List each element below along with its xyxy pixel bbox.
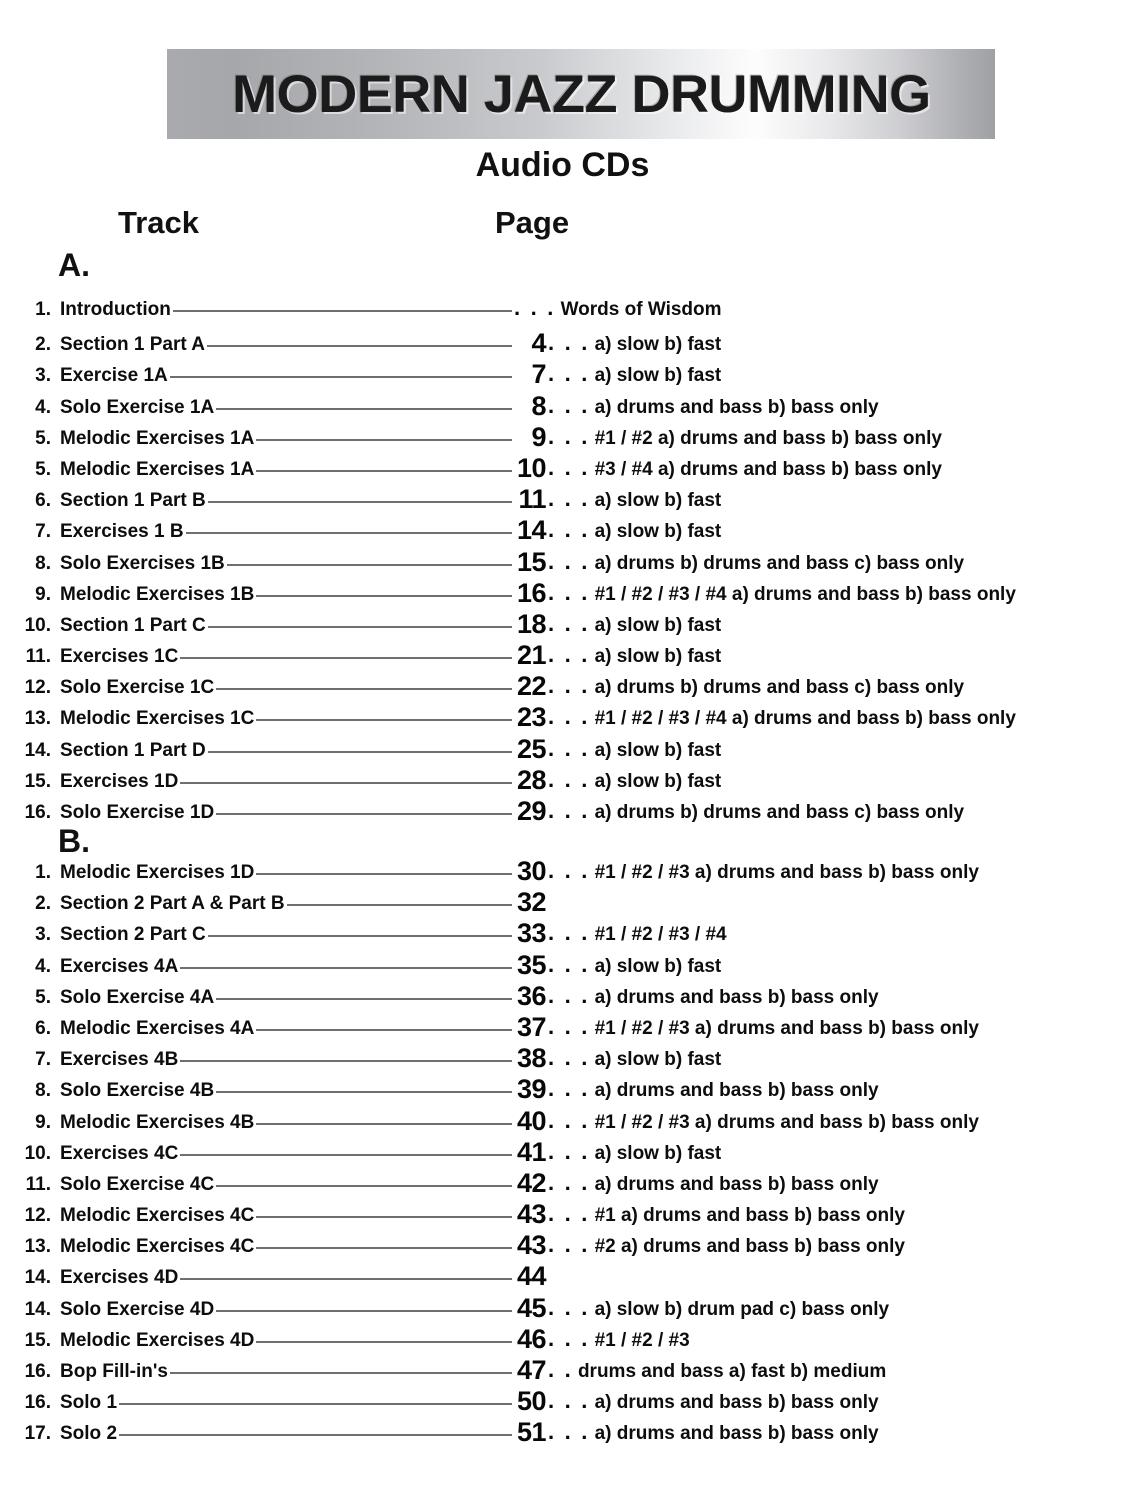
track-number: 4. [35, 955, 51, 977]
leader-rule [256, 1247, 512, 1249]
track-description: #1 / #2 / #3 a) drums and bass b) bass only [594, 862, 979, 883]
dot-leader: . . . [548, 1169, 590, 1195]
track-description: a) slow b) fast [594, 521, 722, 543]
dot-leader: . . . [548, 982, 590, 1008]
track-tail [512, 577, 1125, 608]
track-title: Melodic Exercises 4C [60, 1205, 255, 1227]
section-letter-b: B. [58, 823, 90, 859]
track-tail [512, 949, 1125, 980]
track-number: 10. [24, 614, 51, 636]
track-number: 3. [35, 924, 51, 946]
track-description: #1 / #2 / #3 / #4 a) drums and bass b) bass only [594, 708, 1016, 730]
track-tail [512, 1385, 1125, 1416]
page-number: 43 [516, 1230, 546, 1261]
track-number: 16. [24, 802, 51, 823]
track-description: a) slow b) fast [594, 365, 722, 387]
track-tail [512, 1136, 1125, 1167]
dot-leader: . . [548, 1357, 573, 1382]
leader-rule [216, 1310, 512, 1312]
dot-leader: . . . [548, 517, 590, 543]
page-number: 47 [516, 1355, 546, 1385]
dot-leader: . . . [548, 454, 590, 480]
leader-rule [216, 1091, 512, 1093]
track-description: a) slow b) fast [594, 739, 722, 761]
track-row [0, 514, 1125, 545]
track-row [0, 421, 1125, 452]
track-title: Introduction [60, 299, 171, 320]
column-header-track: Track [118, 205, 200, 240]
track-title: Solo Exercise 4D [60, 1298, 215, 1320]
leader-rule [256, 1029, 512, 1031]
track-number: 10. [24, 1142, 51, 1164]
track-title: Solo 2 [60, 1423, 118, 1445]
page-number: 35 [516, 949, 546, 980]
leader-rule [207, 345, 512, 347]
leader-rule [180, 1060, 512, 1062]
leader-rule [173, 310, 512, 312]
track-list-a [0, 296, 1125, 826]
page-number: 36 [516, 980, 546, 1011]
track-row [0, 917, 1125, 948]
dot-leader: . . . [548, 1107, 590, 1133]
track-number: 14. [24, 1298, 51, 1320]
track-tail [512, 917, 1125, 948]
leader-rule [216, 998, 512, 1000]
dot-leader: . . . [548, 330, 590, 356]
dot-leader: . . . [548, 642, 590, 668]
track-tail [512, 855, 1125, 886]
leader-rule [256, 1216, 512, 1218]
track-description: a) slow b) fast [594, 770, 722, 792]
track-tail [512, 1354, 1125, 1385]
page-number: 45 [516, 1292, 546, 1323]
track-number: 9. [35, 583, 51, 605]
leader-rule [208, 935, 512, 937]
track-row [0, 577, 1125, 608]
track-tail [512, 670, 1125, 701]
leader-rule [256, 439, 512, 441]
track-tail [512, 1323, 1125, 1354]
track-title: Solo 1 [60, 1392, 118, 1414]
track-title: Melodic Exercises 1C [60, 708, 255, 730]
track-tail [512, 764, 1125, 795]
page-number: 25 [516, 733, 546, 764]
page-number: 38 [516, 1043, 546, 1074]
track-number: 3. [35, 365, 51, 387]
leader-rule [170, 376, 512, 378]
track-title: Solo Exercise 4A [60, 986, 215, 1008]
track-number: 15. [24, 1329, 51, 1351]
track-row [0, 1260, 1125, 1291]
page-number: 30 [516, 856, 546, 886]
track-title: Exercise 1A [60, 365, 168, 387]
page-number: 7 [531, 359, 546, 390]
track-title: Solo Exercises 1B [60, 552, 225, 574]
track-description: a) drums b) drums and bass c) bass only [594, 802, 965, 823]
track-row [0, 639, 1125, 670]
dot-leader: . . . [548, 735, 590, 761]
track-tail [512, 390, 1125, 421]
track-row [0, 855, 1125, 886]
track-tail [512, 733, 1125, 764]
track-title: Section 1 Part A [60, 334, 206, 356]
track-number: 5. [35, 427, 51, 449]
track-title: Exercises 1C [60, 646, 179, 668]
track-tail [512, 1292, 1125, 1323]
track-row [0, 296, 1125, 327]
track-description: a) slow b) fast [594, 646, 722, 668]
track-tail [512, 452, 1125, 483]
leader-rule [216, 688, 512, 690]
track-row [0, 452, 1125, 483]
dot-leader: . . . [548, 920, 590, 946]
leader-rule [180, 967, 512, 969]
dot-leader: . . . [548, 579, 590, 605]
track-description: #1 / #2 / #3 a) drums and bass b) bass only [594, 1111, 979, 1133]
track-row [0, 1292, 1125, 1323]
page-number: 23 [516, 702, 546, 733]
track-description: a) slow b) fast [594, 955, 722, 977]
dot-leader: . . . [548, 766, 590, 792]
track-title: Melodic Exercises 1B [60, 583, 255, 605]
track-number: 6. [35, 490, 51, 512]
track-title: Section 1 Part C [60, 614, 206, 636]
dot-leader: . . . [548, 1232, 590, 1258]
page-number: 43 [516, 1199, 546, 1230]
track-number: 16. [24, 1361, 51, 1382]
track-description: #2 a) drums and bass b) bass only [594, 1236, 905, 1258]
page-title: MODERN JAZZ DRUMMING [231, 64, 931, 124]
track-number: 6. [35, 1017, 51, 1039]
track-list-b [0, 855, 1125, 1448]
track-number: 11. [25, 646, 51, 668]
leader-rule [180, 1154, 512, 1156]
page-number: 16 [516, 577, 546, 608]
dot-leader: . . . [548, 423, 590, 449]
dot-leader: . . . [548, 361, 590, 387]
track-description: a) drums and bass b) bass only [594, 1392, 879, 1414]
track-description: a) slow b) fast [594, 1142, 722, 1164]
track-number: 9. [35, 1111, 51, 1133]
page-number: 42 [516, 1167, 546, 1198]
track-number: 17. [24, 1423, 51, 1445]
track-number: 12. [24, 1205, 51, 1227]
leader-rule [208, 626, 512, 628]
track-row [0, 608, 1125, 639]
page-number: 44 [516, 1261, 546, 1292]
track-title: Solo Exercise 1D [60, 802, 215, 823]
track-tail [512, 296, 1125, 322]
dot-leader: . . . [548, 704, 590, 730]
page-number: 29 [516, 796, 546, 826]
dot-leader: . . . [548, 951, 590, 977]
leader-rule [119, 1403, 512, 1405]
section-letter-a: A. [58, 247, 90, 283]
track-number: 2. [35, 334, 51, 356]
track-number: 14. [24, 1267, 51, 1289]
track-title: Melodic Exercises 1A [60, 427, 255, 449]
dot-leader: . . . [548, 1045, 590, 1071]
leader-rule [256, 1123, 512, 1125]
track-tail [512, 1167, 1125, 1198]
track-description: a) slow b) drum pad c) bass only [594, 1298, 890, 1320]
track-description: a) slow b) fast [594, 490, 722, 512]
track-description: #1 / #2 / #3 / #4 a) drums and bass b) bass only [594, 583, 1016, 605]
page-number: 15 [516, 546, 546, 577]
dot-leader: . . . [548, 1325, 590, 1351]
title-banner [167, 49, 995, 139]
leader-rule [186, 532, 512, 534]
leader-rule [119, 1434, 512, 1436]
track-number: 5. [35, 986, 51, 1008]
leader-rule [170, 1372, 512, 1374]
track-description: #3 / #4 a) drums and bass b) bass only [594, 458, 942, 480]
track-tail [512, 980, 1125, 1011]
dot-leader: . . . [548, 1138, 590, 1164]
track-title: Bop Fill-in's [60, 1361, 168, 1382]
track-description: a) drums and bass b) bass only [594, 1423, 879, 1445]
track-row [0, 327, 1125, 358]
track-row [0, 1229, 1125, 1260]
track-description: a) drums and bass b) bass only [594, 396, 879, 418]
leader-rule [180, 657, 512, 659]
track-title: Melodic Exercises 1D [60, 862, 255, 883]
track-tail [512, 886, 1125, 917]
leader-rule [256, 1341, 512, 1343]
page-number: 8 [531, 390, 546, 421]
page-number: 32 [516, 887, 546, 918]
subtitle: Audio CDs [475, 146, 650, 184]
track-number: 16. [24, 1392, 51, 1414]
dot-leader: . . . [548, 1294, 590, 1320]
track-tail [512, 608, 1125, 639]
page-number: 39 [516, 1074, 546, 1105]
dot-leader: . . . [548, 1076, 590, 1102]
track-tail [512, 1105, 1125, 1136]
track-number: 1. [35, 862, 51, 883]
page-number: 21 [516, 640, 546, 671]
track-description: a) drums b) drums and bass c) bass only [594, 552, 965, 574]
track-row [0, 1198, 1125, 1229]
track-tail [512, 1198, 1125, 1229]
track-number: 15. [24, 770, 51, 792]
dot-leader: . . . [548, 673, 590, 699]
track-number: 11. [25, 1173, 51, 1195]
track-tail [512, 421, 1125, 452]
track-number: 2. [35, 893, 51, 915]
track-row [0, 764, 1125, 795]
page-number: 11 [518, 484, 546, 515]
page-number: 14 [516, 515, 546, 546]
track-description: a) drums and bass b) bass only [594, 1080, 879, 1102]
track-description: #1 / #2 / #3 a) drums and bass b) bass only [594, 1017, 979, 1039]
leader-rule [216, 408, 512, 410]
track-row [0, 670, 1125, 701]
track-title: Solo Exercise 1A [60, 396, 215, 418]
track-tail [512, 795, 1125, 826]
dot-leader: . . . [548, 1201, 590, 1227]
track-tail [512, 1416, 1125, 1447]
track-tail [512, 1011, 1125, 1042]
track-row [0, 1011, 1125, 1042]
track-description: Words of Wisdom [560, 299, 722, 320]
track-title: Solo Exercise 4C [60, 1173, 215, 1195]
dot-leader: . . . [548, 548, 590, 574]
leader-rule [180, 1278, 512, 1280]
track-description: a) drums and bass b) bass only [594, 1173, 879, 1195]
leader-rule [208, 751, 512, 753]
track-tail [512, 546, 1125, 577]
track-number: 7. [35, 1049, 51, 1071]
track-number: 8. [35, 1080, 51, 1102]
page-number: 40 [516, 1105, 546, 1136]
page-number: 18 [516, 608, 546, 639]
track-row [0, 795, 1125, 826]
page-number: 41 [516, 1136, 546, 1167]
track-title: Exercises 1 B [60, 521, 184, 543]
track-number: 5. [35, 458, 51, 480]
track-title: Exercises 1D [60, 770, 179, 792]
track-description: a) drums and bass b) bass only [594, 986, 879, 1008]
track-title: Solo Exercise 4B [60, 1080, 215, 1102]
dot-leader: . . . [548, 858, 590, 883]
track-title: Melodic Exercises 1A [60, 458, 255, 480]
track-row [0, 1354, 1125, 1385]
track-title: Section 1 Part B [60, 490, 206, 512]
track-description: #1 / #2 / #3 / #4 [594, 924, 727, 946]
page-number: 4 [531, 328, 546, 359]
track-tail [512, 514, 1125, 545]
leader-rule [208, 501, 512, 503]
page-number: 9 [531, 421, 546, 452]
track-description: a) slow b) fast [594, 334, 722, 356]
leader-rule [256, 595, 512, 597]
dot-leader: . . . [548, 486, 590, 512]
track-title: Melodic Exercises 4A [60, 1017, 255, 1039]
dot-leader: . . . [548, 1419, 590, 1445]
track-description: a) slow b) fast [594, 1049, 722, 1071]
track-tail [512, 1229, 1125, 1260]
dot-leader: . . . [548, 798, 590, 823]
dot-leader: . . . [548, 610, 590, 636]
track-tail [512, 701, 1125, 732]
track-row [0, 733, 1125, 764]
track-row [0, 886, 1125, 917]
track-title: Melodic Exercises 4C [60, 1236, 255, 1258]
track-row [0, 1323, 1125, 1354]
track-row [0, 390, 1125, 421]
track-number: 1. [35, 299, 51, 320]
dot-leader: . . . [548, 1013, 590, 1039]
track-row [0, 1167, 1125, 1198]
track-title: Melodic Exercises 4B [60, 1111, 255, 1133]
page-number: 33 [516, 918, 546, 949]
leader-rule [256, 719, 512, 721]
track-description: #1 / #2 / #3 [594, 1329, 690, 1351]
track-row [0, 358, 1125, 389]
track-row [0, 546, 1125, 577]
leader-rule [256, 470, 512, 472]
leader-rule [216, 813, 512, 815]
track-row [0, 949, 1125, 980]
track-title: Exercises 4C [60, 1142, 179, 1164]
track-title: Section 2 Part C [60, 924, 206, 946]
track-title: Melodic Exercises 4D [60, 1329, 255, 1351]
track-title: Section 1 Part D [60, 739, 206, 761]
leader-rule [287, 904, 512, 906]
track-row [0, 701, 1125, 732]
track-number: 8. [35, 552, 51, 574]
leader-rule [227, 564, 512, 566]
page-number: 37 [516, 1011, 546, 1042]
track-number: 12. [24, 677, 51, 699]
page-number: 50 [516, 1386, 546, 1417]
dot-leader: . . . [548, 1388, 590, 1414]
track-description: #1 a) drums and bass b) bass only [594, 1205, 905, 1227]
track-tail [512, 1073, 1125, 1104]
track-title: Exercises 4D [60, 1267, 179, 1289]
track-number: 14. [24, 739, 51, 761]
track-title: Exercises 4B [60, 1049, 179, 1071]
track-number: 4. [35, 396, 51, 418]
track-title: Section 2 Part A & Part B [60, 893, 285, 915]
leader-rule [216, 1185, 512, 1187]
track-title: Solo Exercise 1C [60, 677, 215, 699]
track-description: a) drums b) drums and bass c) bass only [594, 677, 965, 699]
page-number: 22 [516, 671, 546, 702]
dot-leader: . . . [514, 295, 556, 320]
page-number: 46 [516, 1323, 546, 1354]
track-tail [512, 639, 1125, 670]
track-number: 7. [35, 521, 51, 543]
track-tail [512, 327, 1125, 358]
track-description: #1 / #2 a) drums and bass b) bass only [594, 427, 942, 449]
page-number: 10 [516, 452, 546, 483]
track-row [0, 1073, 1125, 1104]
page-number: 28 [516, 764, 546, 795]
track-row [0, 1042, 1125, 1073]
track-row [0, 1136, 1125, 1167]
track-tail [512, 483, 1125, 514]
track-title: Exercises 4A [60, 955, 179, 977]
track-tail [512, 1042, 1125, 1073]
track-description: a) slow b) fast [594, 614, 722, 636]
leader-rule [256, 873, 512, 875]
track-tail [512, 1260, 1125, 1291]
track-description: drums and bass a) fast b) medium [577, 1361, 887, 1382]
track-number: 13. [24, 708, 51, 730]
track-tail [512, 358, 1125, 389]
track-row [0, 1385, 1125, 1416]
page-number: 51 [516, 1417, 546, 1448]
dot-leader: . . . [548, 392, 590, 418]
track-row [0, 483, 1125, 514]
track-row [0, 980, 1125, 1011]
leader-rule [180, 782, 512, 784]
track-row [0, 1416, 1125, 1447]
column-header-page: Page [495, 205, 1125, 1500]
track-number: 13. [24, 1236, 51, 1258]
track-row [0, 1105, 1125, 1136]
